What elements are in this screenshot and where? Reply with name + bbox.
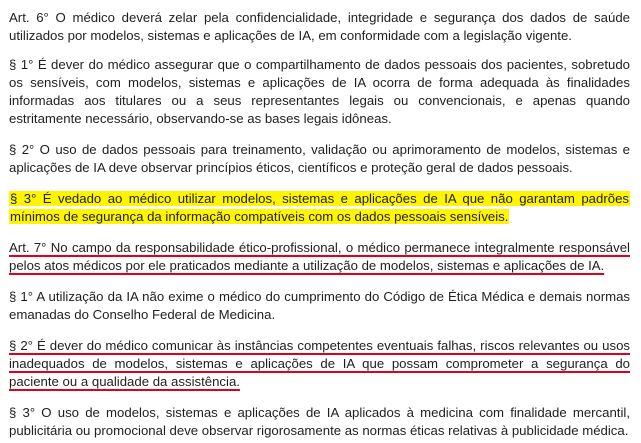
- article-6: [9, 9, 630, 45]
- article-7-paragraph-1: [9, 288, 630, 324]
- article-7-paragraph-3-text: § 3° O uso de modelos, sistemas e aplicações de IA aplicados à medicina com finalidade mercantil, publicitária ou promocional deve observar rigorosamente as normas éticas relativas à publicidade médica.: [9, 405, 630, 438]
- article-6-paragraph-1-text: § 1° É dever do médico assegurar que o compartilhamento de dados pessoais dos pacientes, sobretudo os sensíveis, com modelos, sistemas e aplicações de IA ocorra de forma adequada às finalidades informadas aos titulares ou a seus representantes legais ou convencionais, e apenas quando estritamente necessário, observando-se as bases legais idôneas.: [9, 57, 630, 126]
- article-6-paragraph-2-text: § 2° O uso de dados pessoais para treinamento, validação ou aprimoramento de modelos, sistemas e aplicações de IA deve observar princípios éticos, científicos e proteção geral de dados pessoais.: [9, 142, 630, 175]
- article-7-paragraph-1-text: § 1° A utilização da IA não exime o médico do cumprimento do Código de Ética Médica e demais normas emanadas do Conselho Federal de Medicina.: [9, 289, 630, 322]
- article-6-text: Art. 6° O médico deverá zelar pela confidencialidade, integridade e segurança dos dados de saúde utilizados por modelos, sistemas e aplicações de IA, em conformidade com a legislação vigente.: [9, 10, 630, 43]
- article-7-paragraph-3: [9, 404, 630, 440]
- document-body: [9, 0, 630, 440]
- highlighted-text: § 3° É vedado ao médico utilizar modelos, sistemas e aplicações de IA que não garantam padrões mínimos de segurança da informação compatíveis com os dados pessoais sensíveis.: [10, 191, 629, 224]
- article-6-paragraph-2: [9, 141, 630, 177]
- article-7-paragraph-2: [9, 337, 630, 391]
- article-7: [9, 239, 630, 275]
- article-6-paragraph-1: [9, 56, 630, 128]
- article-6-paragraph-3: [9, 190, 630, 226]
- underlined-text: Art. 7° No campo da responsabilidade ético-profissional, o médico permanece integralmente responsável pelos atos médicos por ele praticados mediante a utilização de modelos, sistemas e aplicações de IA.: [9, 240, 630, 273]
- underlined-text: § 2° É dever do médico comunicar às instâncias competentes eventuais falhas, riscos relevantes ou usos inadequados de modelos, sistemas e aplicações de IA que possam comprometer a segurança do paciente ou a qualidade da assistência.: [9, 338, 630, 389]
